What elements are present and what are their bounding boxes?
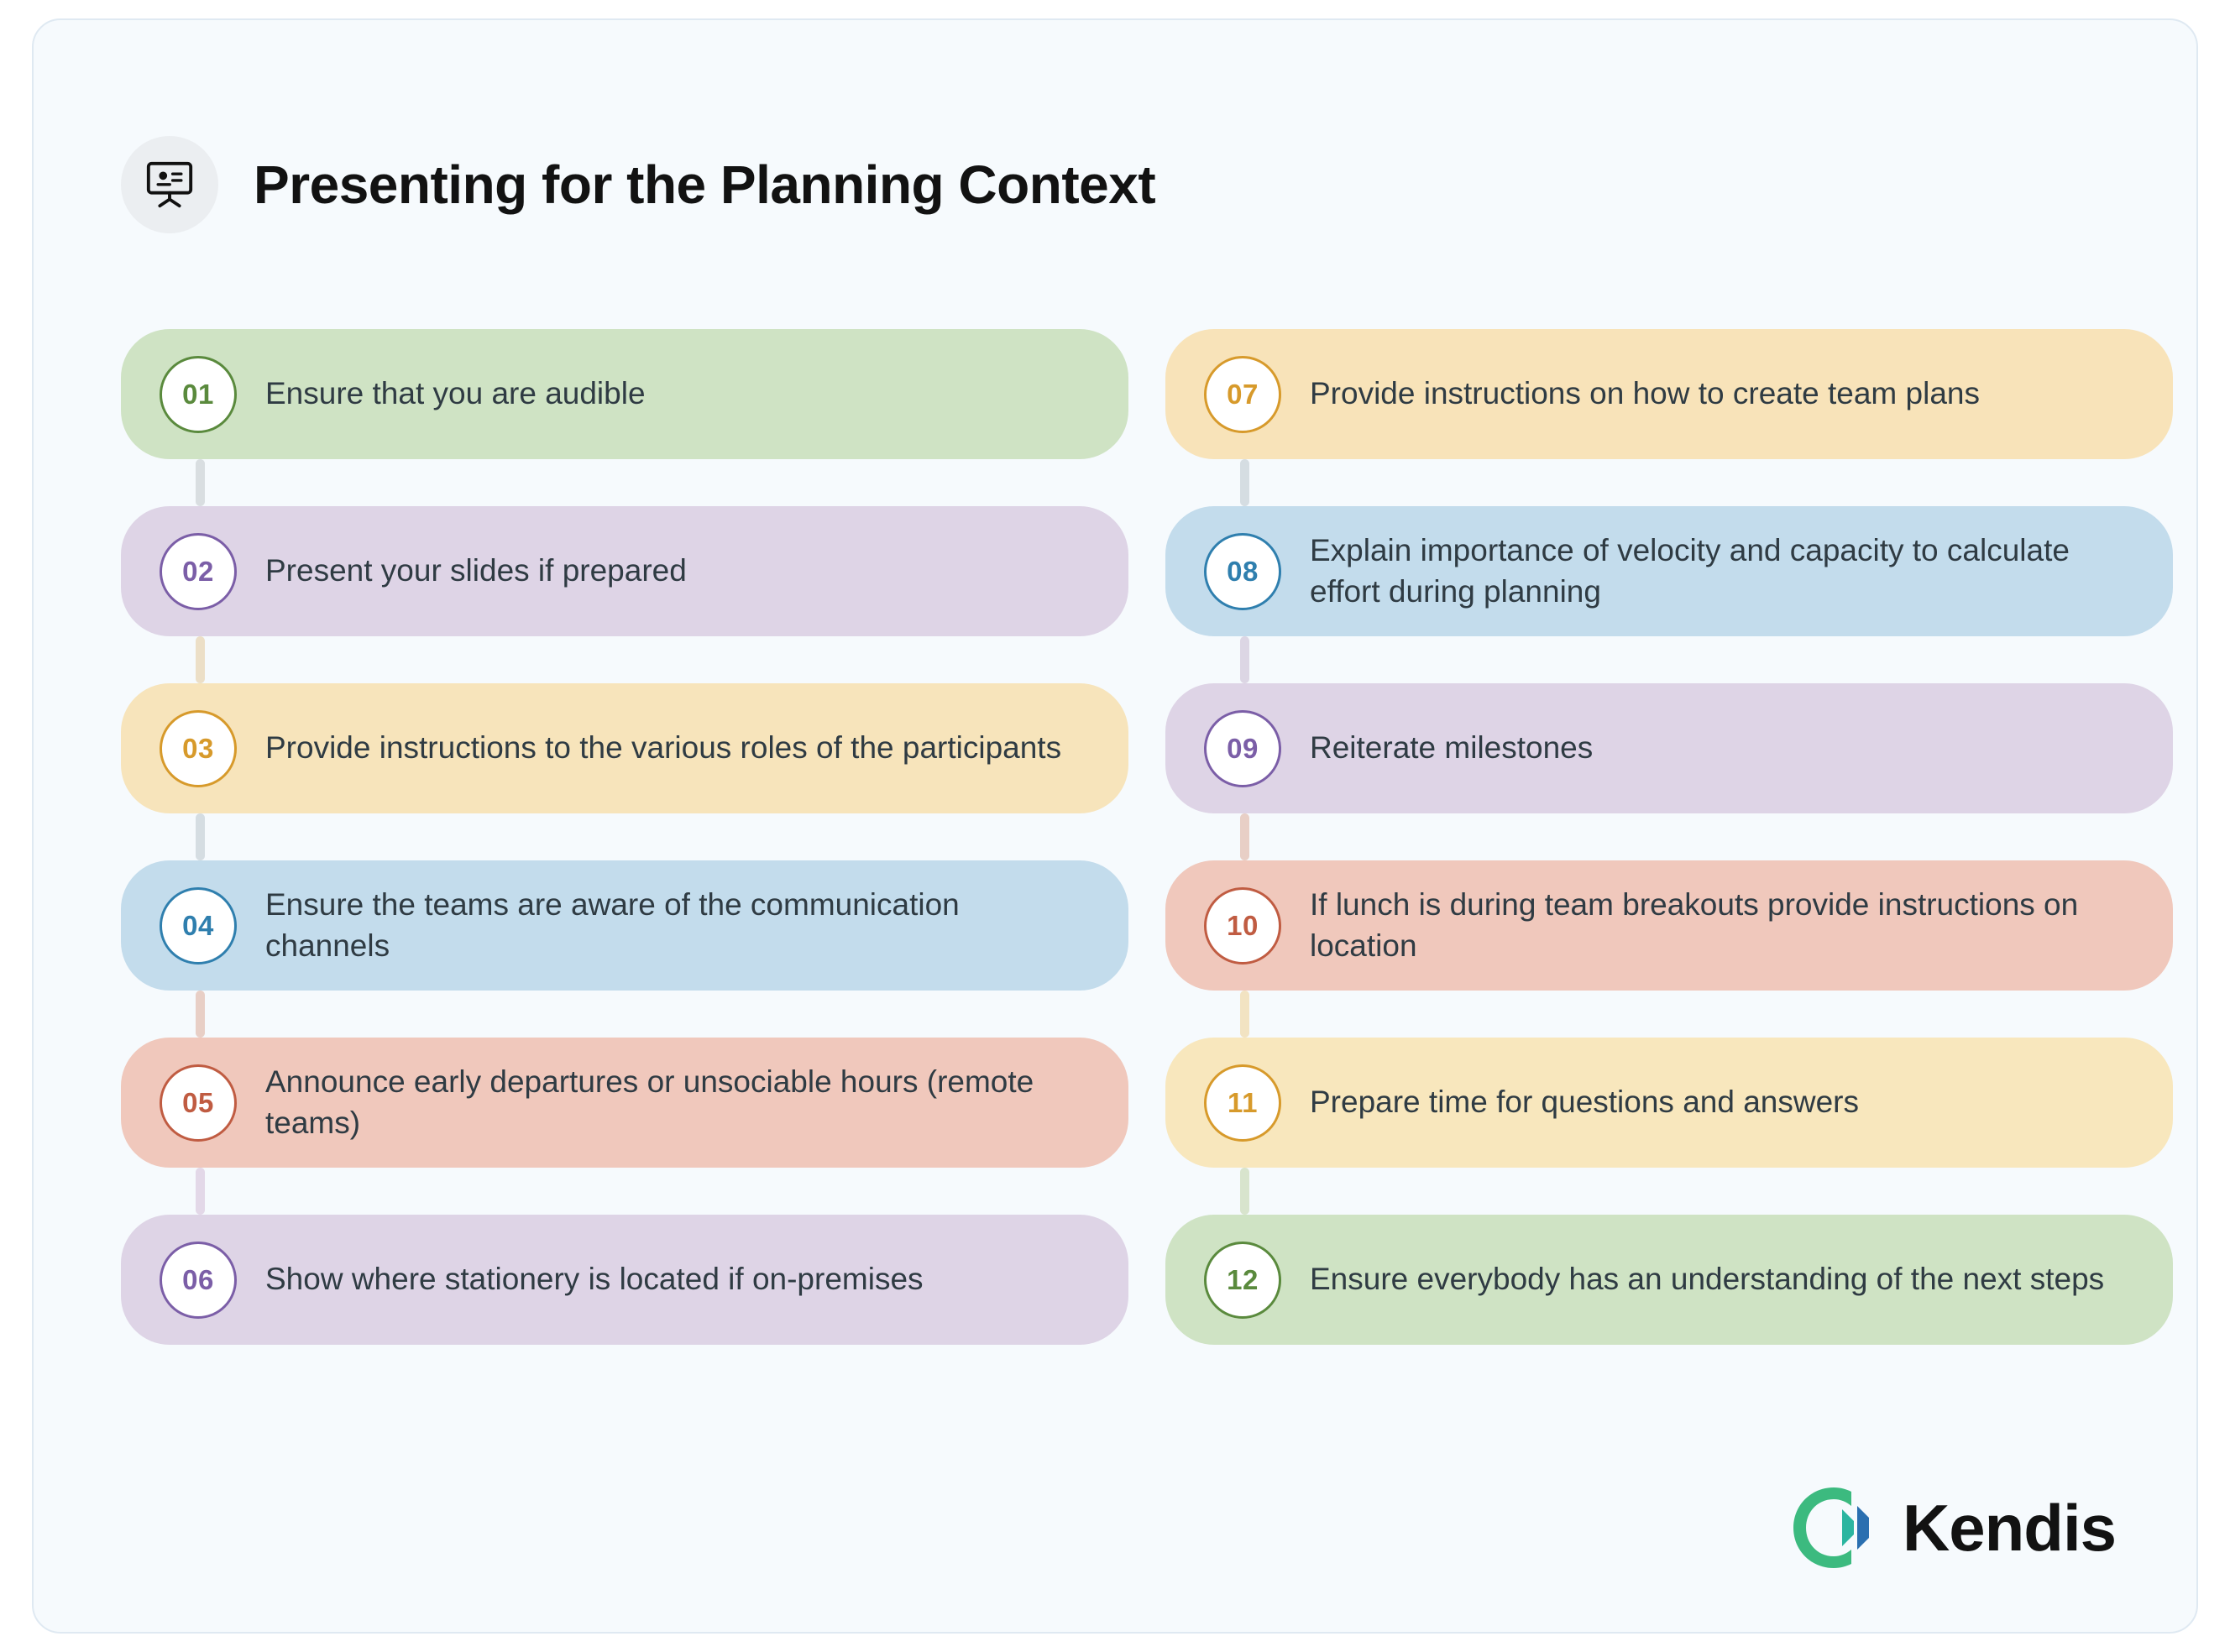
presentation-board-icon [121,136,218,233]
step-label: Provide instructions on how to create team plans [1310,376,1980,411]
step-number-badge [1204,533,1281,610]
step-number: 06 [182,1263,214,1295]
step-number-badge [160,710,237,787]
step-number: 11 [1228,1086,1258,1118]
step-number: 04 [182,909,214,941]
step-item[interactable] [121,683,1128,813]
connector [1240,991,1249,1038]
step-number: 01 [182,378,214,410]
step-number-badge [160,1064,237,1142]
step-item[interactable] [121,506,1128,636]
step-label: Show where stationery is located if on-premises [265,1262,924,1297]
step-number-badge [1204,710,1281,787]
page-header [121,136,1155,233]
step-label: Explain importance of velocity and capacity to calculate effort during planning [1310,532,2070,609]
step-number: 03 [182,732,214,764]
connector [196,636,205,683]
step-number-badge [160,356,237,433]
step-number: 08 [1227,555,1259,587]
page-title: Presenting for the Planning Context [254,154,1156,215]
brand-name: Kendis [1902,1490,2116,1565]
step-number-badge [1204,887,1281,965]
connector [196,1168,205,1215]
brand-logo [1790,1484,2116,1571]
step-item[interactable] [121,860,1128,991]
step-item[interactable] [121,329,1128,459]
step-item[interactable] [121,1038,1128,1168]
step-number-badge [1204,1242,1281,1319]
step-number-badge [1204,1064,1281,1142]
infographic-canvas [32,18,2198,1634]
step-item[interactable] [1165,329,2173,459]
step-item[interactable] [1165,506,2173,636]
step-label: If lunch is during team breakouts provide instructions on location [1310,886,2079,963]
step-number-badge [160,887,237,965]
kendis-logo-icon [1790,1484,1877,1571]
step-number: 12 [1227,1263,1259,1295]
step-number-badge [160,1242,237,1319]
steps-column-right [1165,329,2173,1392]
step-number: 10 [1227,909,1259,941]
connector [196,813,205,860]
connector [196,459,205,506]
step-item[interactable] [121,1215,1128,1345]
step-label: Provide instructions to the various roles of the participants [265,730,1062,766]
step-label: Ensure everybody has an understanding of the next steps [1310,1262,2105,1297]
step-label: Announce early departures or unsociable hours (remote teams) [265,1064,1034,1140]
step-item[interactable] [1165,860,2173,991]
connector [1240,813,1249,860]
step-item[interactable] [1165,683,2173,813]
step-item[interactable] [1165,1038,2173,1168]
steps-column-left [121,329,1128,1392]
step-number: 05 [182,1086,214,1118]
connector [1240,459,1249,506]
step-number-badge [160,533,237,610]
connector [196,991,205,1038]
step-number: 07 [1227,378,1259,410]
step-label: Present your slides if prepared [265,553,687,588]
step-number-badge [1204,356,1281,433]
step-label: Prepare time for questions and answers [1310,1085,1860,1120]
step-label: Reiterate milestones [1310,730,1594,766]
step-number: 09 [1227,732,1259,764]
step-item[interactable] [1165,1215,2173,1345]
connector [1240,1168,1249,1215]
connector [1240,636,1249,683]
step-number: 02 [182,555,214,587]
step-label: Ensure the teams are aware of the communication channels [265,886,960,963]
step-label: Ensure that you are audible [265,376,646,411]
